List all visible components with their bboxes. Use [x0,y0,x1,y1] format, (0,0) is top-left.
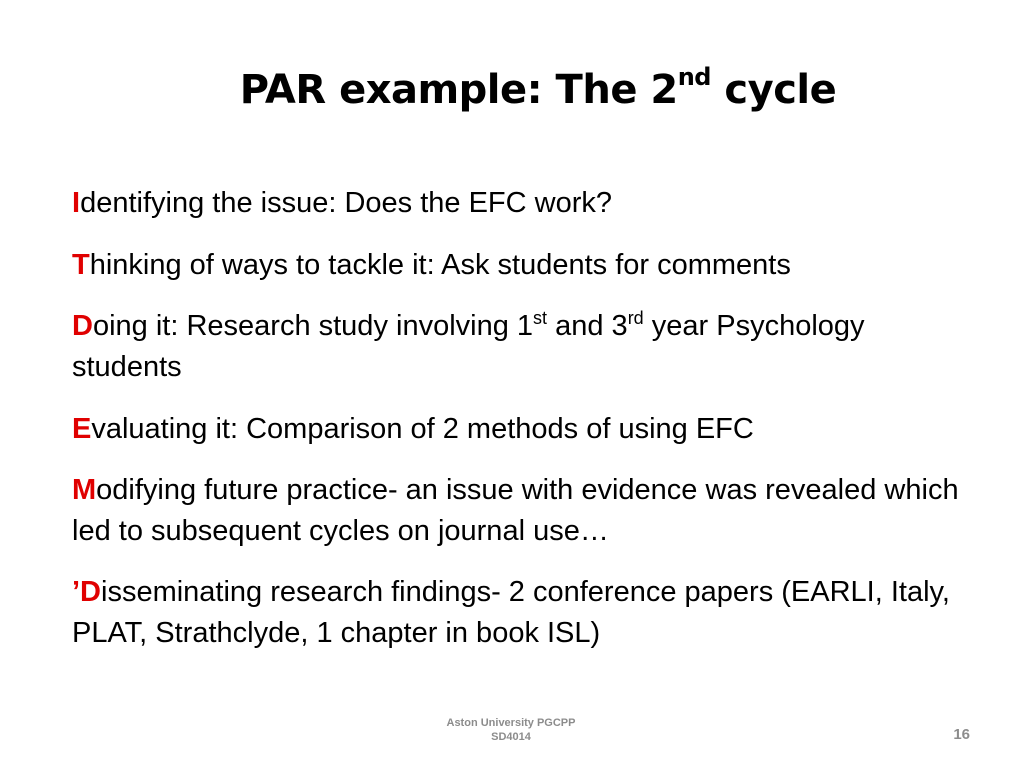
lead-letter: T [72,249,90,281]
footer-line-2: SD4014 [491,731,531,743]
lead-letter: M [72,474,97,506]
item-text: odifying future practice- an issue with evidence was revealed which led to subsequent cycles on journal use… [72,474,959,547]
footer-line-1: Aston University PGCPP [446,717,576,729]
list-item-identifying [72,182,972,224]
list-item-doing [72,306,972,388]
list-item-disseminating [72,572,972,654]
footer-text [400,716,622,744]
list-item-thinking [72,244,972,286]
slide-title-text: PAR example: The 2 [239,67,678,113]
list-item-modifying [72,470,972,552]
item-text: and 3 [547,310,628,342]
ordinal-superscript: st [533,308,548,328]
item-text: year Psychology students [72,310,865,383]
item-text: hinking of ways to tackle it: Ask students for comments [89,249,791,281]
ordinal-superscript: rd [627,308,644,328]
bullet-list [72,182,972,674]
lead-letter: ’D [72,576,101,608]
page-number: 16 [953,726,970,743]
item-text: isseminating research findings- 2 conference papers (EARLI, Italy, PLAT, Strathclyde, 1 chapter in book ISL) [72,576,950,649]
slide-title [0,62,1024,118]
slide-title-suffix: cycle [710,67,837,113]
lead-letter: D [72,310,93,342]
lead-letter: I [72,187,81,219]
list-item-evaluating [72,408,972,450]
item-text: dentifying the issue: Does the EFC work? [80,187,612,219]
lead-letter: E [72,413,92,445]
slide-title-superscript: nd [677,63,711,91]
item-text: valuating it: Comparison of 2 methods of using EFC [91,413,754,445]
item-text: oing it: Research study involving 1 [92,310,534,342]
